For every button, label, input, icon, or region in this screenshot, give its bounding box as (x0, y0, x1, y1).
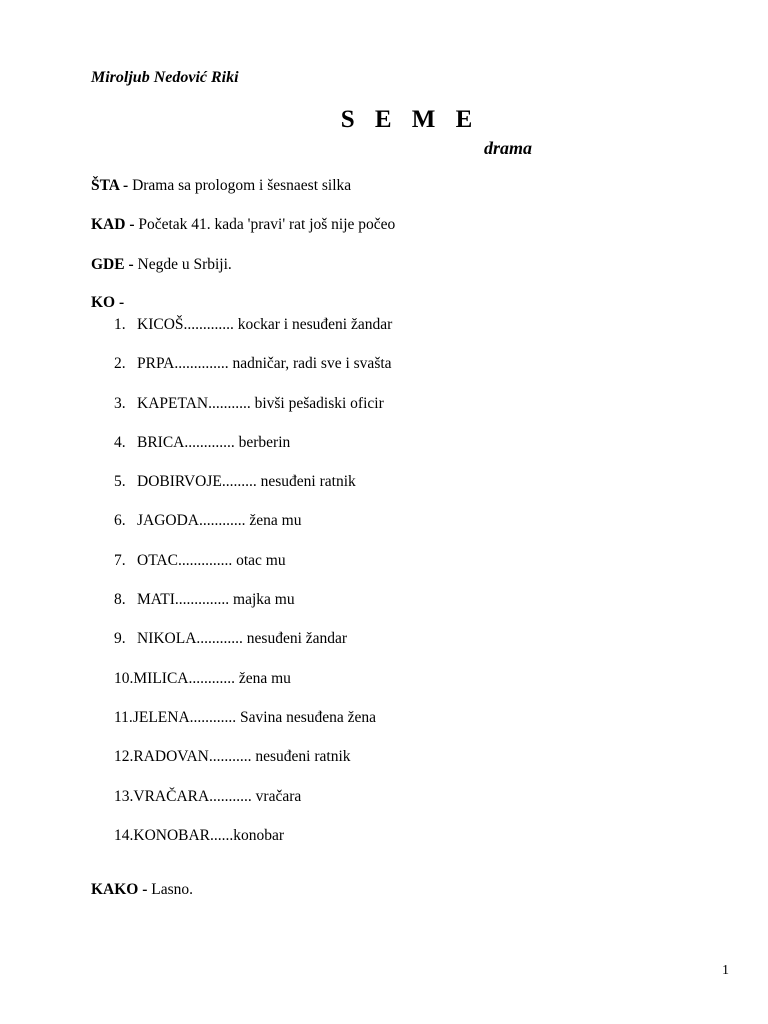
section-gde (91, 256, 232, 274)
list-item: 1. KICOŠ............. kockar i nesuđeni žandar (114, 316, 393, 333)
list-item: 8. MATI.............. majka mu (114, 591, 295, 609)
section-ko (91, 294, 124, 312)
section-kad (91, 216, 395, 234)
document-title: S E M E (340, 106, 480, 133)
author-name: Miroljub Nedović Riki (91, 69, 239, 86)
section-gde-text: Negde u Srbiji. (133, 256, 232, 273)
section-sta-text: Drama sa prologom i šesnaest silka (128, 177, 352, 194)
list-item: 4. BRICA............. berberin (114, 433, 291, 451)
list-item: 6. JAGODA............ žena mu (114, 512, 302, 530)
list-item: 5. DOBIRVOJE......... nesuđeni ratnik (114, 473, 356, 491)
section-sta (91, 177, 351, 195)
section-kad-label: KAD - (91, 216, 135, 233)
list-item: 9. NIKOLA............ nesuđeni žandar (114, 630, 348, 648)
document-subtitle: drama (484, 138, 533, 158)
section-gde-label: GDE - (91, 256, 134, 273)
list-item: 10.MILICA............ žena mu (114, 669, 291, 687)
section-kako-text: Lasno. (147, 881, 194, 898)
section-kad-text: Početak 41. kada 'pravi' rat još nije počeo (134, 216, 396, 233)
section-kako-label: KAKO - (91, 881, 148, 898)
list-item: 3. KAPETAN........... bivši pešadiski oficir (114, 394, 384, 412)
list-item: 12.RADOVAN........... nesuđeni ratnik (114, 748, 351, 766)
page-number: 1 (722, 963, 729, 978)
section-ko-label: KO - (91, 294, 125, 311)
list-item: 11.JELENA............ Savina nesuđena žena (114, 708, 377, 726)
character-list (114, 314, 392, 864)
section-kako (91, 881, 193, 899)
list-item: 13.VRAČARA........... vračara (114, 787, 302, 805)
list-item: 7. OTAC.............. otac mu (114, 551, 286, 569)
list-item: 2. PRPA.............. nadničar, radi sve i svašta (114, 355, 392, 373)
section-sta-label: ŠTA - (91, 177, 129, 194)
list-item: 14.KONOBAR......konobar (114, 826, 285, 844)
